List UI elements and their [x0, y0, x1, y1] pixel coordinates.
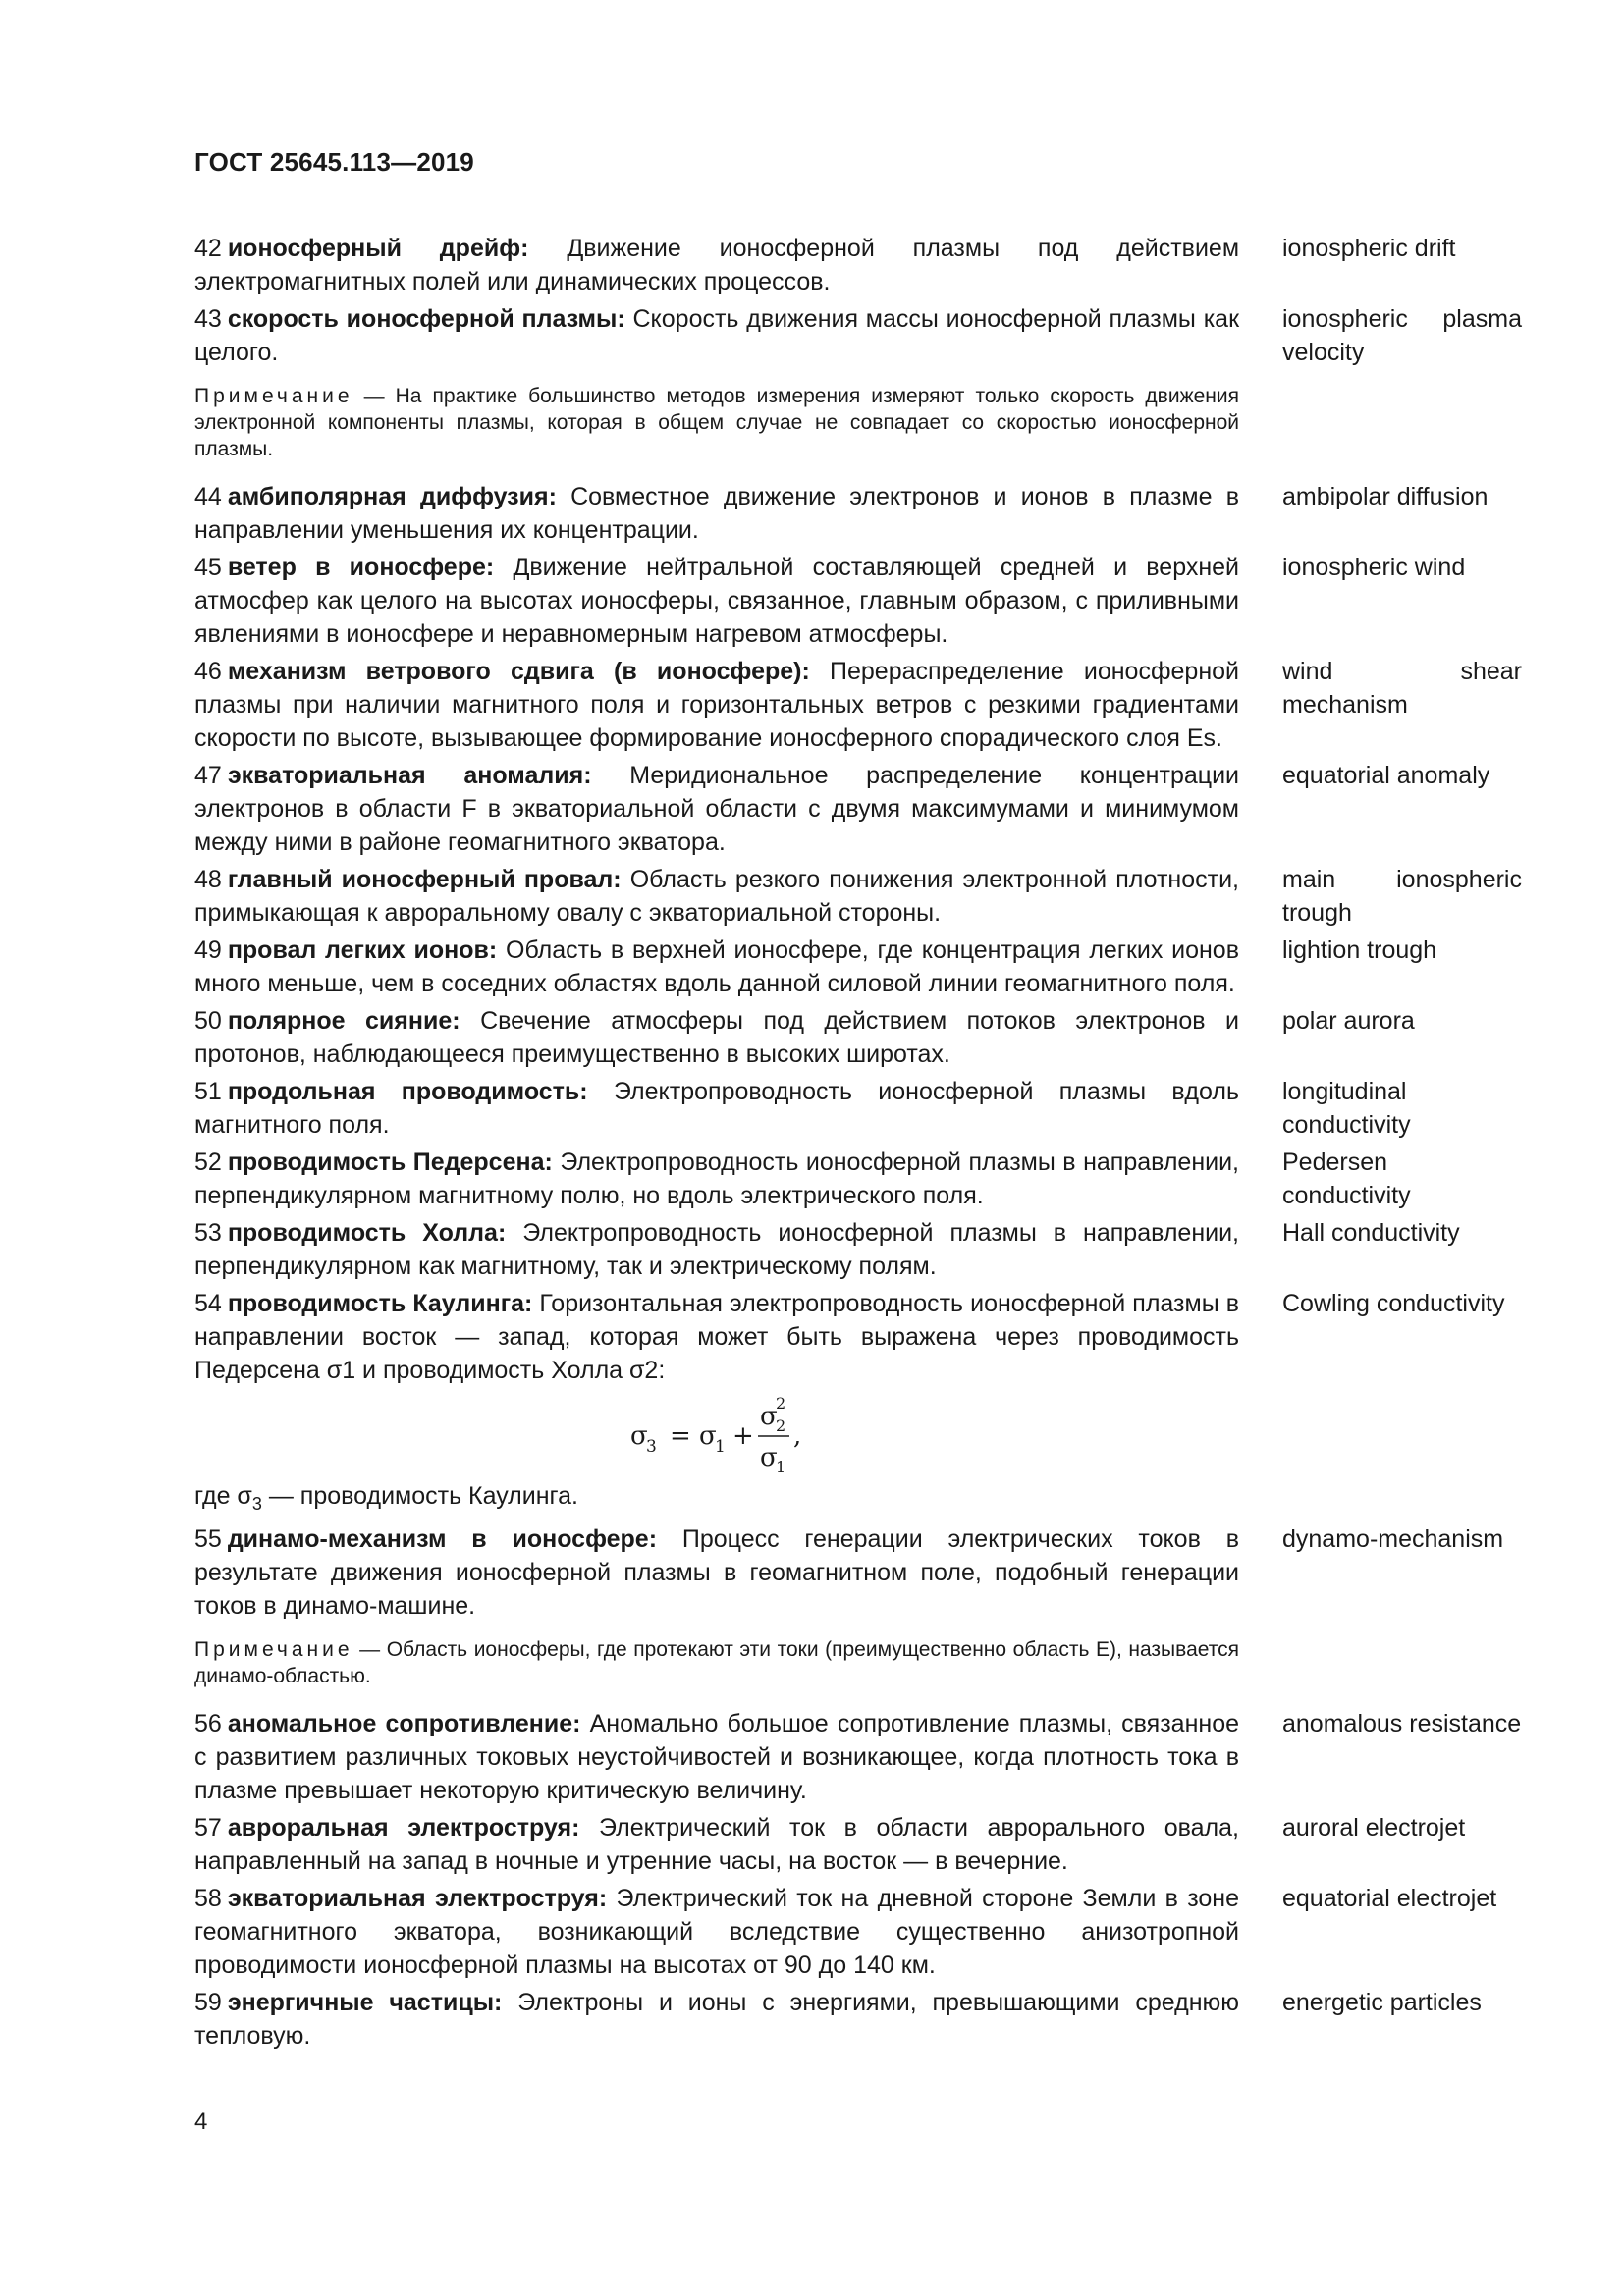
entry-en: ionospheric wind — [1282, 554, 1466, 581]
term-entry-43 — [194, 302, 1522, 369]
entry-term: экваториальная электроструя: — [227, 1885, 608, 1912]
legend-prefix: где σ — [194, 1482, 252, 1510]
entry-en: polar aurora — [1282, 1007, 1415, 1035]
entry-term: аномальное сопротивление: — [227, 1710, 581, 1737]
entry-number: 43 — [194, 305, 222, 333]
legend-text: — проводимость Каулинга. — [261, 1482, 578, 1510]
entry-number: 47 — [194, 762, 222, 789]
entry-en: ionospheric plasma velocity — [1282, 305, 1522, 366]
entry-ru — [194, 551, 1239, 651]
entry-ru — [194, 1146, 1239, 1212]
note-55 — [194, 1636, 1239, 1689]
term-entry-47 — [194, 759, 1522, 859]
entry-number: 45 — [194, 554, 222, 581]
term-entry-45 — [194, 551, 1522, 651]
formula-sub1: 1 — [715, 1437, 726, 1457]
entry-term: проводимость Холла: — [227, 1219, 507, 1247]
entry-en: lightion trough — [1282, 936, 1437, 964]
entry-definition: Область в верхней ионосфере, где концентрация легких ионов много меньше, чем в соседних областях вдоль данной силовой линии геомагнитного поля. — [194, 936, 1239, 997]
entry-term: энергичные частицы: — [227, 1989, 503, 2016]
entry-definition: Движение нейтральной составляющей средней и верхней атмосфер как целого на высотах ионосферы, связанное, главным образом, с приливными явлениями в ионосфере и неравномерным нагревом атмосферы. — [194, 554, 1239, 648]
page-number: 4 — [194, 2109, 208, 2135]
entry-ru — [194, 863, 1239, 930]
entry-definition: Электроны и ионы с энергиями, превышающими среднюю тепловую. — [194, 1989, 1239, 2050]
entry-term: ветер в ионосфере: — [227, 554, 495, 581]
formula-num-sigma2: σ — [760, 1402, 778, 1431]
formula-den-sub1: 1 — [776, 1458, 786, 1476]
formula-den-sigma1: σ — [760, 1443, 778, 1472]
formula-equals: = — [670, 1421, 691, 1451]
term-entry-54 — [194, 1287, 1522, 1387]
entry-en: Hall conductivity — [1282, 1219, 1460, 1247]
entry-definition: Совместное движение электронов и ионов в плазме в направлении уменьшения их концентрации. — [194, 483, 1239, 544]
entry-definition: Электрический ток на дневной стороне Земли в зоне геомагнитного экватора, возникающий вследствие существенно анизотропной проводимости ионосферной плазмы на высотах от 90 до 140 км. — [194, 1885, 1239, 1979]
term-entry-49 — [194, 934, 1522, 1000]
document-code: ГОСТ 25645.113—2019 — [194, 147, 474, 177]
entry-ru — [194, 759, 1239, 859]
entry-number: 57 — [194, 1814, 222, 1842]
note-text: — Область ионосферы, где протекают эти токи (преимущественно область E), называется динамо-областью. — [194, 1638, 1239, 1687]
entry-term: экваториальная аномалия: — [227, 762, 592, 789]
entry-en: longitudinal conductivity — [1282, 1078, 1411, 1139]
formula-plus: + — [732, 1421, 754, 1451]
entry-definition: Перераспределение ионосферной плазмы при наличии магнитного поля и горизонтальных ветров с резкими градиентами скорости по высоте, вызывающее формирование ионосферного спорадического слоя Es. — [194, 658, 1239, 752]
entry-ru — [194, 1811, 1239, 1878]
entry-en: wind shear mechanism — [1282, 658, 1522, 719]
entry-ru — [194, 655, 1239, 755]
entry-term: амбиполярная диффузия: — [227, 483, 557, 510]
formula-comma: , — [793, 1421, 802, 1451]
entry-definition: Меридиональное распределение концентрации электронов в области F в экваториальной области с двумя максимумами и минимумом между ними в районе геомагнитного экватора. — [194, 762, 1239, 856]
term-entry-55 — [194, 1522, 1522, 1623]
entry-definition: Электропроводность ионосферной плазмы вдоль магнитного поля. — [194, 1078, 1239, 1139]
entry-definition: Горизонтальная электропроводность ионосферной плазмы в направлении восток — запад, которая может быть выражена через проводимость Педерсена σ1 и проводимость Холла σ2: — [194, 1290, 1239, 1384]
entry-term: механизм ветрового сдвига (в ионосфере): — [227, 658, 810, 685]
note-label: Примечание — [194, 1638, 353, 1661]
entry-en: ionospheric drift — [1282, 235, 1456, 262]
entry-term: авроральная электроструя: — [227, 1814, 580, 1842]
entry-term: проводимость Каулинга: — [227, 1290, 533, 1317]
formula-svg — [626, 1391, 882, 1479]
term-entry-44 — [194, 480, 1522, 547]
entry-number: 56 — [194, 1710, 222, 1737]
entry-number: 49 — [194, 936, 222, 964]
note-text: — На практике большинство методов измерения измеряют только скорость движения электронной компоненты плазмы, которая в общем случае не совпадает со скоростью ионосферной плазмы. — [194, 385, 1239, 460]
entry-ru — [194, 1707, 1239, 1807]
entry-number: 44 — [194, 483, 222, 510]
entry-en: energetic particles — [1282, 1989, 1482, 2016]
entry-term: скорость ионосферной плазмы: — [227, 305, 625, 333]
entry-ru — [194, 1075, 1239, 1142]
entry-ru — [194, 934, 1239, 1000]
entry-number: 42 — [194, 235, 222, 262]
term-entry-56 — [194, 1707, 1522, 1807]
entry-definition: Электрический ток в области аврорального овала, направленный на запад в ночные и утренние часы, на восток — в вечерние. — [194, 1814, 1239, 1875]
entry-ru — [194, 232, 1239, 298]
legend-sub: 3 — [251, 1494, 262, 1514]
cowling-formula — [194, 1391, 1239, 1479]
term-entry-59 — [194, 1986, 1522, 2053]
entry-ru — [194, 1216, 1239, 1283]
entry-number: 58 — [194, 1885, 222, 1912]
entry-definition: Процесс генерации электрических токов в результате движения ионосферной плазмы в геомагнитном поле, подобный генерации токов в динамо-машине. — [194, 1525, 1239, 1620]
entry-number: 54 — [194, 1290, 222, 1317]
term-entry-58 — [194, 1882, 1522, 1982]
term-entry-42 — [194, 232, 1522, 298]
entry-en: Pedersen conductivity — [1282, 1148, 1411, 1209]
formula-sigma1: σ — [699, 1421, 717, 1451]
entry-number: 46 — [194, 658, 222, 685]
entry-en: equatorial anomaly — [1282, 762, 1490, 789]
entry-term: проводимость Педерсена: — [227, 1148, 553, 1176]
entry-definition: Аномально большое сопротивление плазмы, связанное с развитием различных токовых неустойчивостей и возникающее, когда плотность тока в плазме превышает некоторую критическую величину. — [194, 1710, 1240, 1804]
entry-term: провал легких ионов: — [227, 936, 498, 964]
entry-term: динамо-механизм в ионосфере: — [227, 1525, 658, 1553]
entry-definition: Электропроводность ионосферной плазмы в направлении, перпендикулярном магнитному полю, но вдоль электрического поля. — [194, 1148, 1240, 1209]
entry-term: ионосферный дрейф: — [227, 235, 529, 262]
entry-number: 48 — [194, 866, 222, 893]
entry-number: 59 — [194, 1989, 222, 2016]
term-entry-46 — [194, 655, 1522, 755]
entry-number: 53 — [194, 1219, 222, 1247]
formula-num-sub2: 2 — [776, 1416, 786, 1435]
entry-term: главный ионосферный провал: — [227, 866, 622, 893]
entry-en: equatorial electrojet — [1282, 1885, 1497, 1912]
entry-en: anomalous resistance — [1282, 1710, 1522, 1737]
entry-ru — [194, 1287, 1239, 1387]
entry-number: 55 — [194, 1525, 222, 1553]
entry-en: main ionospheric trough — [1282, 866, 1522, 927]
entry-en: ambipolar diffusion — [1282, 483, 1489, 510]
term-entry-48 — [194, 863, 1522, 930]
term-entry-51 — [194, 1075, 1522, 1142]
entry-ru — [194, 1004, 1239, 1071]
note-43 — [194, 383, 1239, 462]
entry-number: 52 — [194, 1148, 222, 1176]
entry-number: 50 — [194, 1007, 222, 1035]
entry-ru — [194, 1986, 1239, 2053]
entry-ru — [194, 1882, 1239, 1982]
term-entry-57 — [194, 1811, 1522, 1878]
term-entry-53 — [194, 1216, 1522, 1283]
entry-definition: Движение ионосферной плазмы под действием электромагнитных полей или динамических процессов. — [194, 235, 1240, 295]
formula-sub3: 3 — [646, 1437, 657, 1457]
formula-sigma3: σ — [630, 1421, 648, 1451]
formula-num-sup2: 2 — [776, 1394, 786, 1413]
formula-legend — [194, 1479, 1239, 1521]
term-entry-52 — [194, 1146, 1522, 1212]
entry-number: 51 — [194, 1078, 222, 1105]
entry-term: продольная проводимость: — [227, 1078, 588, 1105]
entry-definition: Свечение атмосферы под действием потоков электронов и протонов, наблюдающееся преимущественно в высоких широтах. — [194, 1007, 1239, 1068]
terms-list — [194, 232, 1522, 2056]
entry-definition: Область резкого понижения электронной плотности, примыкающая к авроральному овалу с экваториальной стороны. — [194, 866, 1240, 927]
entry-en: Cowling conductivity — [1282, 1290, 1505, 1317]
entry-term: полярное сияние: — [227, 1007, 460, 1035]
note-label: Примечание — [194, 385, 353, 407]
entry-en: auroral electrojet — [1282, 1814, 1466, 1842]
entry-definition: Скорость движения массы ионосферной плазмы как целого. — [194, 305, 1240, 366]
term-entry-50 — [194, 1004, 1522, 1071]
entry-definition: Электропроводность ионосферной плазмы в направлении, перпендикулярном как магнитному, так и электрическому полям. — [194, 1219, 1239, 1280]
entry-ru — [194, 480, 1239, 547]
entry-ru — [194, 302, 1239, 369]
entry-ru — [194, 1522, 1239, 1623]
entry-en: dynamo-mechanism — [1282, 1525, 1504, 1553]
